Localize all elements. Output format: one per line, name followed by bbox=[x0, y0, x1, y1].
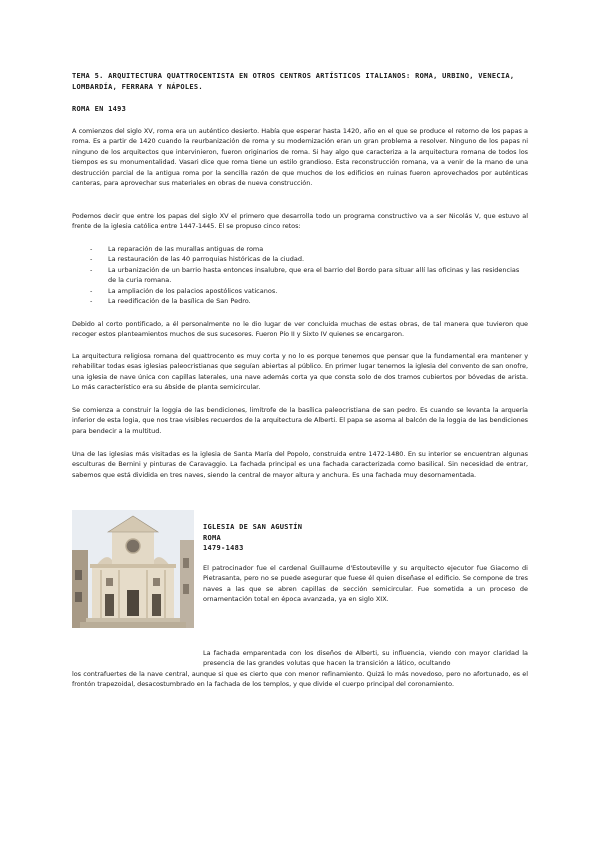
list-item: - La ampliación de los palacios apostólicos vaticanos. bbox=[90, 286, 278, 295]
paragraph-intro: A comienzos del siglo XV, roma era un auténtico desierto. Había que esperar hasta 1420, año en el que se produce el retorno de los papas a roma. Es a partir de 1420 cuando la reurbanización de roma y su modernización eran un gran problema a resolver. Ninguno de los papas ni ninguno de los arquitectos que intervinieron, fueron originarios de roma. Si hay algo que caracteriza a la arquitectura romana de todos los tiempos es su monumentalidad. Vasari dice que roma tiene un estilo grandioso. Esta reconstrucción romana, va a venir de la mano de una destrucción parcial de la antigua roma por la sencilla razón de que muchos de los edificios en ruinas fueron aprovechados por auténticas canteras, para aprovechar sus materiales en obras de nueva construcción. bbox=[72, 127, 528, 188]
paragraph-patrocinador: El patrocinador fue el cardenal Guillaume d'Estouteville y su arquitecto ejecutor fue Giacomo di Pietrasanta, pero no se puede asegurar que fuese él quien diseñase el edificio. Se compone de tres naves a las que se abren capillas de sección semicircular. Fue sometida a un proceso de ornamentación total en época avanzada, ya en siglo XIX. bbox=[203, 564, 528, 604]
list-item: - La reparación de las murallas antiguas de roma bbox=[90, 245, 264, 253]
list-item: - La restauración de las 40 parroquias históricas de la ciudad. bbox=[90, 255, 305, 264]
paragraph-nicolas-v: Podemos decir que entre los papas del siglo XV el primero que desarrolla todo un programa constructivo va a ser Nicolás V, que estuvo al frente de la iglesia católica entre 1447-1445. El se propuso cinco retos: bbox=[72, 212, 528, 231]
facade-image bbox=[72, 510, 194, 628]
church-name: IGLESIA DE SAN AGUSTÍN bbox=[203, 523, 303, 531]
document-title: TEMA 5. ARQUITECTURA QUATTROCENTISTA EN OTROS CENTROS ARTÍSTICOS ITALIANOS: ROMA, URBINO, VENECIA, LOMBARDÍA, FERRARA Y NÁPOLES. bbox=[72, 72, 515, 91]
church-city: ROMA bbox=[203, 533, 222, 542]
list-item: - La urbanización de un barrio hasta entonces insalubre, que era el barrio del Bordo para situar allí las oficinas y las residencias de la curia romana. bbox=[90, 265, 520, 285]
church-facade-photo bbox=[72, 510, 194, 628]
paragraph-pontificado: Debido al corto pontificado, a él personalmente no le dio lugar de ver concluida muchas de estas obras, de tal manera que tuvieron que recoger estos planteamientos muchos de sus sucesores. Fueron Pío II y Sixto IV quienes se encargaron. bbox=[72, 320, 528, 339]
section-heading: ROMA EN 1493 bbox=[72, 105, 127, 113]
church-heading bbox=[203, 522, 302, 554]
paragraph-fachada-start: La fachada emparentada con los diseños de Alberti, su influencia, viendo con mayor claridad la presencia de las grandes volutas que hacen la transición a lático, ocultando bbox=[203, 649, 528, 668]
retos-list bbox=[72, 244, 528, 306]
list-item: - La reedificación de la basílica de San Pedro. bbox=[90, 297, 251, 306]
church-years: 1479-1483 bbox=[203, 544, 244, 552]
paragraph-santa-maria-popolo: Una de las iglesias más visitadas es la iglesia de Santa María del Popolo, construida entre 1472-1480. En su interior se encuentran algunas esculturas de Bernini y pinturas de Caravaggio. La fachada principal es una fachada caracterizada como basilical. Sin necesidad de entrar, sabemos que está dividida en tres naves, siendo la central de mayor altura y anchura. Es una fachada muy desornamentada. bbox=[72, 450, 528, 479]
paragraph-fachada-end: los contrafuertes de la nave central, aunque si que es cierto que con menor refinamiento. Quizá lo más novedoso, pero no afortunado, es el frontón trapezoidal, desacostumbrado en la fachada de los templos, y que divide el cuerpo principal del coronamiento. bbox=[72, 670, 528, 689]
paragraph-loggia: Se comienza a construir la loggia de las bendiciones, limítrofe de la basílica paleocristiana de san pedro. Es cuando se levanta la arquería inferior de esta logia, que nos trae visibles recuerdos de la arquitectura de Alberti. El papa se asoma al balcón de la loggia de las bendiciones para bendecir a la multitud. bbox=[72, 406, 528, 435]
paragraph-arquitectura-religiosa: La arquitectura religiosa romana del quattrocento es muy corta y no lo es porque tenemos que pensar que la fundamental era mantener y rehabilitar todas esas iglesias paleocristianas que seguían abiertas al público. En primer lugar tenemos la iglesia del convento de san onofre, una iglesia de nave única con capillas laterales, una nave además corta ya que consta solo de dos tramos cubiertos por bóvedas de arista. Lo más característico era su ábside de planta semicircular. bbox=[72, 352, 528, 392]
